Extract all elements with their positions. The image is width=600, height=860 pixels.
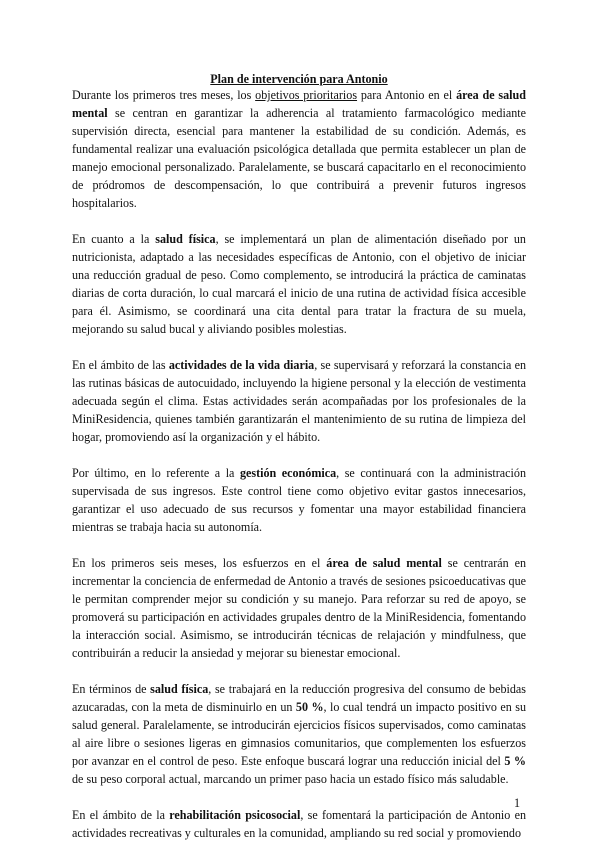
text-segment: En el ámbito de las — [72, 358, 169, 372]
text-segment: En términos de — [72, 682, 151, 696]
bold-text: 5 % — [504, 754, 526, 768]
text-segment: En el ámbito de la — [72, 808, 170, 822]
bold-text: rehabilitación psicosocial — [169, 808, 301, 822]
document-title: Plan de intervención para Antonio — [210, 72, 388, 86]
paragraph — [72, 356, 526, 446]
bold-text: área de salud mental — [326, 556, 442, 570]
text-segment: En los primeros seis meses, los esfuerzos en el — [72, 556, 327, 570]
text-segment: Por último, en lo referente a la — [72, 466, 240, 480]
bold-text: salud física — [150, 682, 209, 696]
paragraph-list — [72, 86, 526, 842]
text-segment: de su peso corporal actual, marcando un primer paso hacia un estado físico más saludable. — [72, 772, 509, 786]
text-segment: se centran en garantizar la adherencia al tratamiento farmacológico mediante supervisión directa, esencial para mantener la estabilidad de su condición. Además, es fundamental realizar una evaluación psicológica detallada que permita establecer un plan de manejo emocional personalizado. Paralelamente, se buscará capacitarlo en el reconocimiento de pródromos de descompensación, lo que contribuirá a prevenir futuros ingresos hospitalarios. — [72, 106, 526, 210]
bold-text: salud física — [155, 232, 216, 246]
text-segment: , se fomentará la participación de Antonio en actividades recreativas y culturales en la comunidad, ampliando su red social y promoviendo — [72, 808, 526, 840]
paragraph — [72, 86, 526, 212]
underlined-text: objetivos prioritarios — [255, 88, 358, 102]
document-body — [72, 72, 526, 860]
paragraph — [72, 464, 526, 536]
text-segment: , se implementará un plan de alimentación diseñado por un nutricionista, adaptado a las necesidades específicas de Antonio, con el objetivo de iniciar una reducción gradual de peso. Como complemento, se introducirá la práctica de caminatas diarias de corta duración, lo cual marcará el inicio de una rutina de actividad física accesible para él. Asimismo, se coordinará una cita dental para tratar la fractura de su muela, mejorando su salud bucal y aliviando posibles molestias. — [72, 232, 526, 336]
paragraph — [72, 806, 526, 842]
text-segment: se centrarán en incrementar la conciencia de enfermedad de Antonio a través de sesiones psicoeducativas que le permitan comprender mejor su condición y su manejo. Para reforzar su red de apoyo, se promoverá su participación en actividades grupales dentro de la MiniResidencia, fomentando la interacción social. Asimismo, se introducirán técnicas de relajación y mindfulness, que contribuirán a reducir la ansiedad y mejorar su bienestar emocional. — [72, 556, 527, 660]
paragraph — [72, 554, 526, 662]
page-number: 1 — [514, 796, 521, 810]
bold-text: actividades de la vida diaria — [168, 358, 315, 372]
text-segment: para Antonio en el — [357, 88, 457, 102]
bold-text: área de salud mental — [72, 88, 526, 120]
text-segment: En cuanto a la — [72, 232, 156, 246]
paragraph — [72, 230, 526, 338]
text-segment: , se supervisará y reforzará la constancia en las rutinas básicas de autocuidado, incluyendo la higiene personal y la elección de vestimenta adecuada según el clima. Estas actividades serán acompañadas por los profesionales de la MiniResidencia, quienes también garantizarán el mantenimiento de su rutina de limpieza del hogar, promoviendo así la organización y el hábito. — [72, 358, 527, 444]
bold-text: 50 % — [295, 700, 324, 714]
text-segment: , se continuará con la administración supervisada de sus ingresos. Este control tiene como objetivo evitar gastos innecesarios, garantizar el uso adecuado de sus recursos y fomentar una mayor estabilidad financiera mientras se trabaja hacia su autonomía. — [72, 466, 526, 534]
text-segment: Durante los primeros tres meses, los — [72, 88, 256, 102]
bold-text: gestión económica — [239, 466, 337, 480]
paragraph — [72, 680, 526, 788]
text-segment: , lo cual tendrá un impacto positivo en su salud general. Paralelamente, se introducirán ejercicios físicos supervisados, como caminatas al aire libre o sesiones ligeras en gimnasios comunitarios, que complementen los esfuerzos por avanzar en el control de peso. Este enfoque buscará lograr una reducción inicial del — [72, 700, 526, 768]
text-segment: , se trabajará en la reducción progresiva del consumo de bebidas azucaradas, con la meta de disminuirlo en un — [72, 682, 526, 714]
